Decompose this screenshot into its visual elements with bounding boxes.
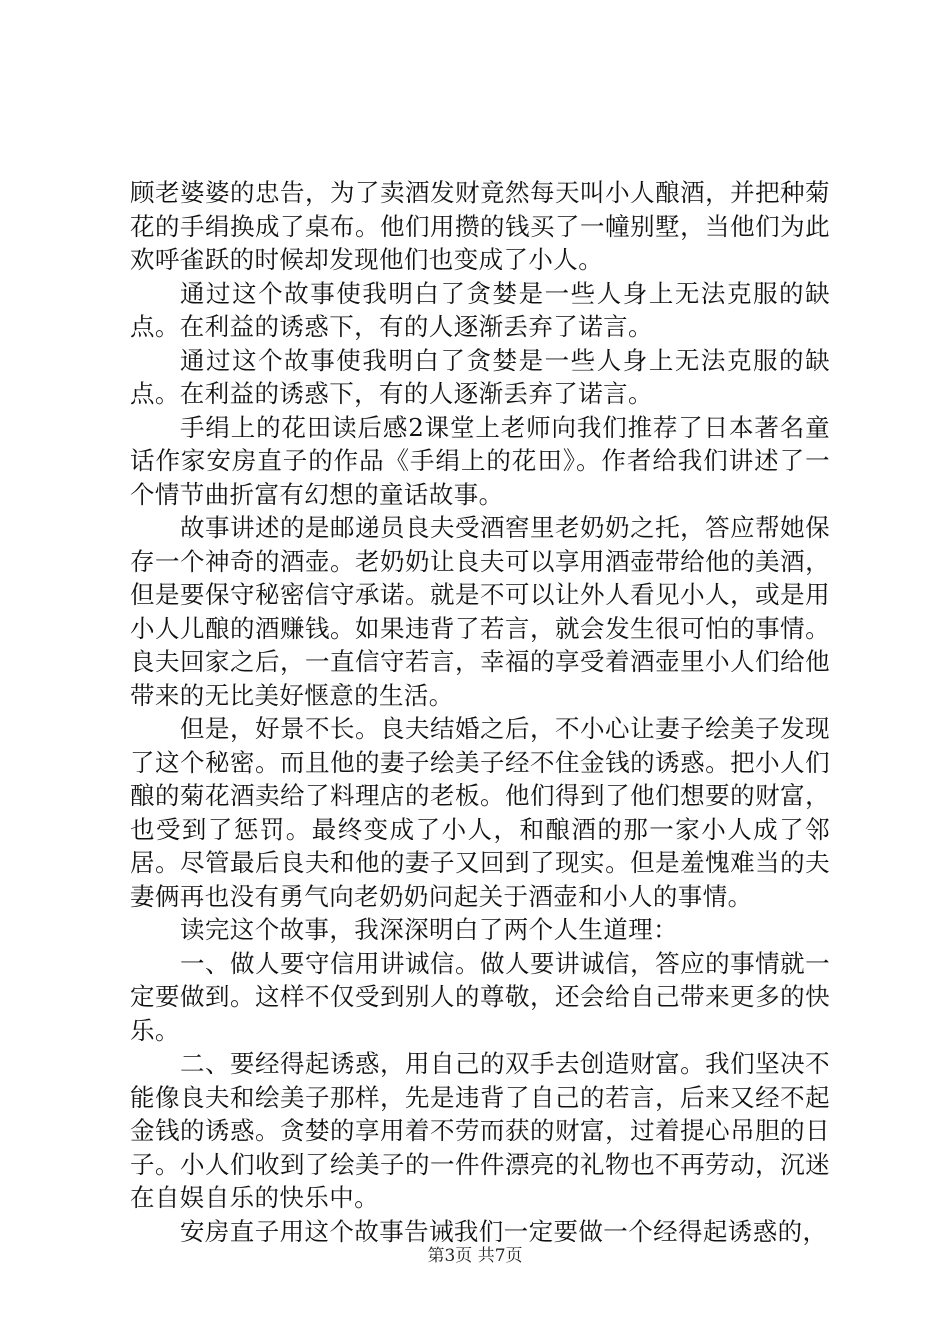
- paragraph: 但是，好景不长。良夫结婚之后，不小心让妻子绘美子发现了这个秘密。而且他的妻子绘美子经不住金钱的诱惑。把小人们酿的菊花酒卖给了料理店的老板。他们得到了他们想要的财富，也受到了惩罚。最终变成了小人，和酿酒的那一家小人成了邻居。尽管最后良夫和他的妻子又回到了现实。但是羞愧难当的夫妻俩再也没有勇气向老奶奶问起关于酒壶和小人的事情。: [130, 714, 830, 911]
- paragraph: 安房直子用这个故事告诫我们一定要做一个经得起诱惑的，: [180, 1216, 828, 1246]
- paragraph: 故事讲述的是邮递员良夫受酒窖里老奶奶之托，答应帮她保存一个神奇的酒壶。老奶奶让良夫可以享用酒壶带给他的美酒，但是要保守秘密信守承诺。就是不可以让外人看见小人，或是用小人儿酿的酒赚钱。如果违背了若言，就会发生很可怕的事情。良夫回家之后，一直信守若言，幸福的享受着酒壶里小人们给他带来的无比美好惬意的生活。: [130, 513, 830, 710]
- paragraph: 通过这个故事使我明白了贪婪是一些人身上无法克服的缺点。在利益的诱惑下，有的人逐渐丢弃了诺言。: [130, 278, 830, 341]
- paragraph: 手绢上的花田读后感2课堂上老师向我们推荐了日本著名童话作家安房直子的作品《手绢上的花田》。作者给我们讲述了一个情节曲折富有幻想的童话故事。: [130, 412, 830, 509]
- paragraph: 一、做人要守信用讲诚信。做人要讲诚信，答应的事情就一定要做到。这样不仅受到别人的尊敬，还会给自己带来更多的快乐。: [130, 948, 830, 1045]
- paragraph: 通过这个故事使我明白了贪婪是一些人身上无法克服的缺点。在利益的诱惑下，有的人逐渐丢弃了诺言。: [130, 345, 830, 408]
- paragraph: 顾老婆婆的忠告，为了卖酒发财竟然每天叫小人酿酒，并把种菊花的手绢换成了桌布。他们用攒的钱买了一幢别墅，当他们为此欢呼雀跃的时候却发现他们也变成了小人。: [130, 178, 830, 274]
- document-body: [130, 176, 830, 1248]
- page-footer: 第3页 共7页: [427, 1246, 523, 1266]
- paragraph: 读完这个故事，我深深明白了两个人生道理：: [180, 915, 678, 944]
- paragraph: 二、要经得起诱惑，用自己的双手去创造财富。我们坚决不能像良夫和绘美子那样，先是违背了自己的若言，后来又经不起金钱的诱惑。贪婪的享用着不劳而获的财富，过着提心吊胆的日子。小人们收到了绘美子的一件件漂亮的礼物也不再劳动，沉迷在自娱自乐的快乐中。: [130, 1049, 830, 1212]
